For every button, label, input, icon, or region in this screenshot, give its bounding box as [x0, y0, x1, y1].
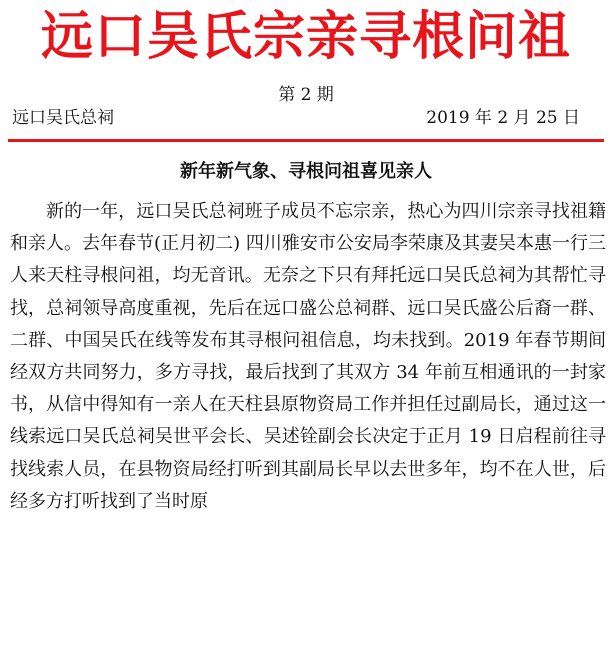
- masthead-title: 远口吴氏宗亲寻根问祖: [40, 7, 571, 67]
- article-title: 新年新气象、寻根问祖喜见亲人: [180, 161, 432, 182]
- article-body: 新的一年，远口吴氏总祠班子成员不忘宗亲，热心为四川宗亲寻找祖籍和亲人。去年春节(正月初二) 四川雅安市公安局李荣康及其妻吴本惠一行三人来天柱寻根问祖，均无音讯。无奈之下只有拜托远口吴氏总祠为其帮忙寻找，总祠领导高度重视，先后在远口盛公总祠群、远口吴氏盛公后裔一群、二群、中国吴氏在线等发布其寻根问祖信息，均未找到。2019 年春节期间经双方共同努力，多方寻找，最后找到了其双方 34 年前互相通讯的一封家书，从信中得知有一亲人在天柱县原物资局工作并担任过副局长，通过这一线索远口吴氏总祠吴世平会长、吴述铨副会长决定于正月 19 日启程前往寻找线索人员，在县物资局经打听到其副局长早以去世多年，均不在人世，后经多方打听找到了当时原: [10, 201, 606, 512]
- publisher-name: 远口吴氏总祠: [12, 108, 114, 128]
- issue-number: 第 2 期: [278, 85, 334, 105]
- header-divider: [8, 139, 604, 142]
- publish-date: 2019 年 2 月 25 日: [426, 108, 580, 128]
